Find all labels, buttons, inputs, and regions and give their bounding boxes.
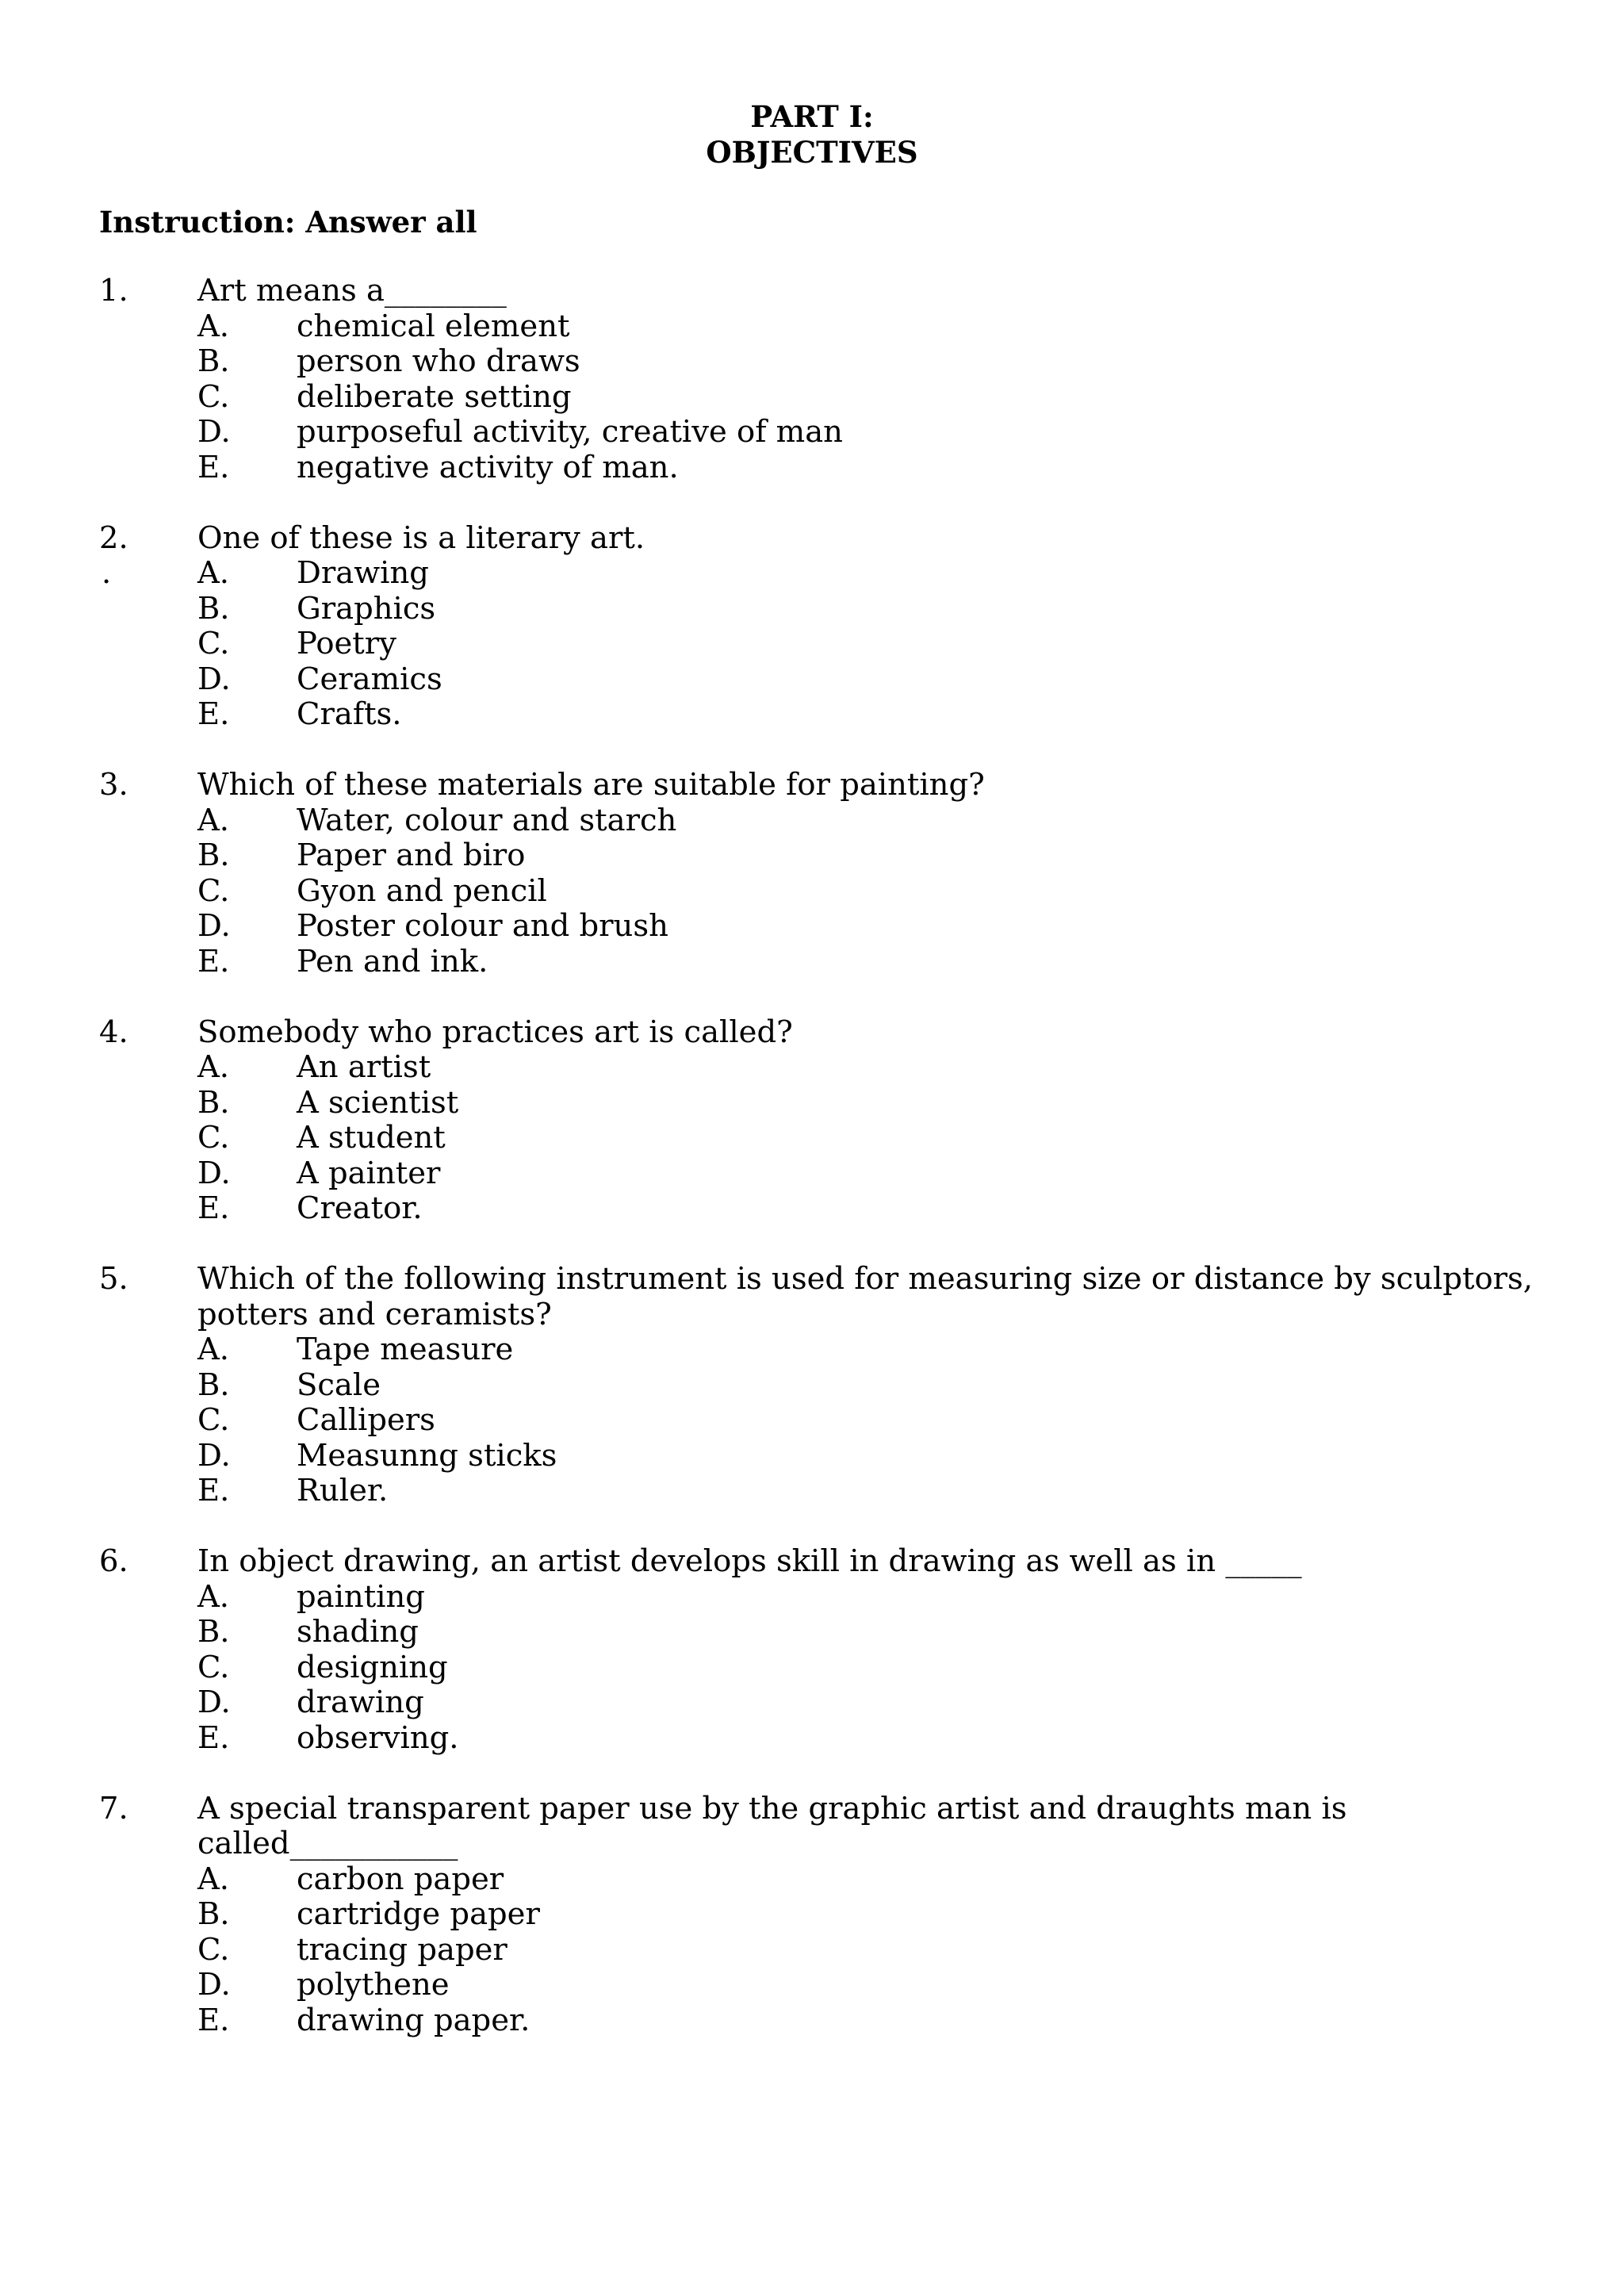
option-letter: A. bbox=[197, 802, 230, 838]
option-text: painting bbox=[297, 1578, 425, 1615]
option-letter: C. bbox=[197, 626, 230, 661]
answer-option bbox=[0, 1685, 1624, 1721]
answer-option bbox=[0, 1439, 1624, 1474]
option-letter: C. bbox=[197, 1649, 230, 1685]
option-letter: A. bbox=[197, 1332, 230, 1367]
option-text: designing bbox=[297, 1649, 448, 1685]
option-text: drawing paper. bbox=[297, 2002, 530, 2038]
option-text: Drawing bbox=[297, 555, 429, 591]
question-number: 4. bbox=[99, 1014, 128, 1050]
question-text: called___________ bbox=[197, 1826, 458, 1861]
answer-option bbox=[0, 1050, 1624, 1086]
answer-option bbox=[0, 380, 1624, 416]
option-text: Measunng sticks bbox=[297, 1437, 557, 1474]
instruction-text: Instruction: Answer all bbox=[99, 205, 477, 240]
option-letter: B. bbox=[197, 590, 230, 627]
answer-option bbox=[0, 309, 1624, 345]
answer-option bbox=[0, 1156, 1624, 1192]
answer-option bbox=[0, 1615, 1624, 1650]
option-text: Poster colour and brush bbox=[297, 908, 668, 944]
option-letter: A. bbox=[197, 1049, 230, 1085]
option-text: Water, colour and starch bbox=[297, 802, 677, 838]
option-letter: C. bbox=[197, 378, 230, 415]
question-text: Which of the following instrument is used for measuring size or distance by sculptors, bbox=[197, 1261, 1534, 1297]
answer-option bbox=[0, 1474, 1624, 1509]
option-text: Crafts. bbox=[297, 696, 402, 732]
question-text: Which of these materials are suitable for painting? bbox=[197, 767, 985, 803]
question-2 bbox=[0, 521, 1624, 733]
option-text: chemical element bbox=[297, 308, 570, 344]
option-text: deliberate setting bbox=[297, 378, 572, 415]
question-number: 5. bbox=[99, 1261, 128, 1297]
option-letter: A. bbox=[197, 1578, 230, 1615]
question-7 bbox=[0, 1792, 1624, 2039]
answer-option bbox=[0, 1933, 1624, 1968]
question-text: One of these is a literary art. bbox=[197, 519, 645, 556]
question-number: 6. bbox=[99, 1543, 128, 1579]
answer-option bbox=[0, 1332, 1624, 1368]
answer-option bbox=[0, 556, 1624, 592]
question-text: Somebody who practices art is called? bbox=[197, 1014, 793, 1050]
option-letter: A. bbox=[197, 308, 230, 344]
question-list bbox=[0, 274, 1624, 2074]
answer-option bbox=[0, 1897, 1624, 1933]
option-text: Ruler. bbox=[297, 1473, 389, 1508]
answer-option bbox=[0, 838, 1624, 874]
question-line bbox=[0, 1544, 1624, 1580]
answer-option bbox=[0, 909, 1624, 945]
answer-option bbox=[0, 1862, 1624, 1898]
answer-option bbox=[0, 415, 1624, 450]
option-letter: D. bbox=[197, 1437, 231, 1474]
option-text: carbon paper bbox=[297, 1861, 504, 1897]
option-text: Scale bbox=[297, 1366, 381, 1403]
answer-option bbox=[0, 1086, 1624, 1121]
answer-option bbox=[0, 1968, 1624, 2003]
option-letter: C. bbox=[197, 872, 230, 909]
option-text: cartridge paper bbox=[297, 1896, 540, 1932]
stray-mark: . bbox=[102, 555, 112, 591]
option-text: Graphics bbox=[297, 590, 436, 627]
option-letter: A. bbox=[197, 555, 230, 591]
option-text: polythene bbox=[297, 1967, 450, 2003]
question-number: 7. bbox=[99, 1790, 128, 1826]
answer-option bbox=[0, 1121, 1624, 1156]
option-letter: E. bbox=[197, 2002, 230, 2038]
option-letter: D. bbox=[197, 908, 231, 944]
part-heading: PART I: bbox=[750, 99, 874, 134]
option-text: person who draws bbox=[297, 343, 580, 379]
answer-option bbox=[0, 697, 1624, 733]
option-letter: E. bbox=[197, 943, 230, 979]
option-letter: E. bbox=[197, 1719, 230, 1756]
question-5 bbox=[0, 1262, 1624, 1509]
option-text: A painter bbox=[297, 1155, 441, 1191]
answer-option bbox=[0, 1191, 1624, 1227]
question-1 bbox=[0, 274, 1624, 485]
option-text: tracing paper bbox=[297, 1931, 508, 1968]
option-text: Poetry bbox=[297, 626, 396, 661]
answer-option bbox=[0, 1721, 1624, 1757]
question-line bbox=[0, 1262, 1624, 1297]
question-text: In object drawing, an artist develops skill in drawing as well as in _____ bbox=[197, 1543, 1302, 1579]
option-text: Creator. bbox=[297, 1190, 423, 1226]
option-letter: D. bbox=[197, 414, 231, 450]
answer-option bbox=[0, 627, 1624, 662]
question-line bbox=[0, 1015, 1624, 1051]
option-letter: D. bbox=[197, 1155, 231, 1191]
question-line bbox=[0, 768, 1624, 803]
question-number: 2. bbox=[99, 519, 128, 556]
question-line bbox=[0, 1297, 1624, 1333]
option-text: Pen and ink. bbox=[297, 943, 488, 979]
question-text: A special transparent paper use by the graphic artist and draughts man is bbox=[197, 1790, 1347, 1826]
option-letter: C. bbox=[197, 1402, 230, 1438]
option-letter: B. bbox=[197, 1366, 230, 1403]
option-letter: B. bbox=[197, 838, 230, 873]
option-letter: E. bbox=[197, 1190, 230, 1226]
option-letter: B. bbox=[197, 1896, 230, 1932]
answer-option bbox=[0, 945, 1624, 980]
option-letter: B. bbox=[197, 343, 230, 379]
option-text: Tape measure bbox=[297, 1332, 514, 1367]
option-letter: D. bbox=[197, 661, 231, 697]
option-text: negative activity of man. bbox=[297, 449, 679, 485]
option-text: An artist bbox=[297, 1049, 431, 1085]
answer-option bbox=[0, 1403, 1624, 1439]
option-text: purposeful activity, creative of man bbox=[297, 414, 843, 450]
question-3 bbox=[0, 768, 1624, 979]
answer-option bbox=[0, 450, 1624, 486]
answer-option bbox=[0, 1580, 1624, 1616]
question-line bbox=[0, 1792, 1624, 1827]
option-letter: D. bbox=[197, 1967, 231, 2003]
option-letter: E. bbox=[197, 696, 230, 732]
option-letter: A. bbox=[197, 1861, 230, 1897]
answer-option bbox=[0, 874, 1624, 910]
question-text: potters and ceramists? bbox=[197, 1296, 552, 1332]
answer-option bbox=[0, 2003, 1624, 2039]
question-line bbox=[0, 274, 1624, 309]
answer-option bbox=[0, 344, 1624, 380]
answer-option bbox=[0, 803, 1624, 839]
question-4 bbox=[0, 1015, 1624, 1227]
answer-option bbox=[0, 1368, 1624, 1404]
question-number: 1. bbox=[99, 273, 128, 309]
option-text: shading bbox=[297, 1614, 419, 1650]
question-number: 3. bbox=[99, 767, 128, 803]
option-text: Gyon and pencil bbox=[297, 872, 547, 909]
option-text: A scientist bbox=[297, 1084, 459, 1121]
answer-option bbox=[0, 662, 1624, 698]
option-letter: B. bbox=[197, 1614, 230, 1650]
question-line bbox=[0, 521, 1624, 557]
answer-option bbox=[0, 1650, 1624, 1686]
answer-option bbox=[0, 592, 1624, 627]
option-letter: E. bbox=[197, 449, 230, 485]
section-heading: OBJECTIVES bbox=[706, 135, 918, 170]
option-letter: C. bbox=[197, 1120, 230, 1156]
question-text: Art means a________ bbox=[197, 273, 507, 309]
option-text: observing. bbox=[297, 1719, 459, 1756]
option-text: Callipers bbox=[297, 1402, 435, 1438]
option-letter: E. bbox=[197, 1473, 230, 1508]
question-line bbox=[0, 1826, 1624, 1862]
option-text: Ceramics bbox=[297, 661, 442, 697]
option-text: A student bbox=[297, 1120, 446, 1156]
option-text: Paper and biro bbox=[297, 838, 526, 873]
question-6 bbox=[0, 1544, 1624, 1756]
option-text: drawing bbox=[297, 1685, 424, 1720]
option-letter: C. bbox=[197, 1931, 230, 1968]
option-letter: B. bbox=[197, 1084, 230, 1121]
option-letter: D. bbox=[197, 1685, 231, 1720]
